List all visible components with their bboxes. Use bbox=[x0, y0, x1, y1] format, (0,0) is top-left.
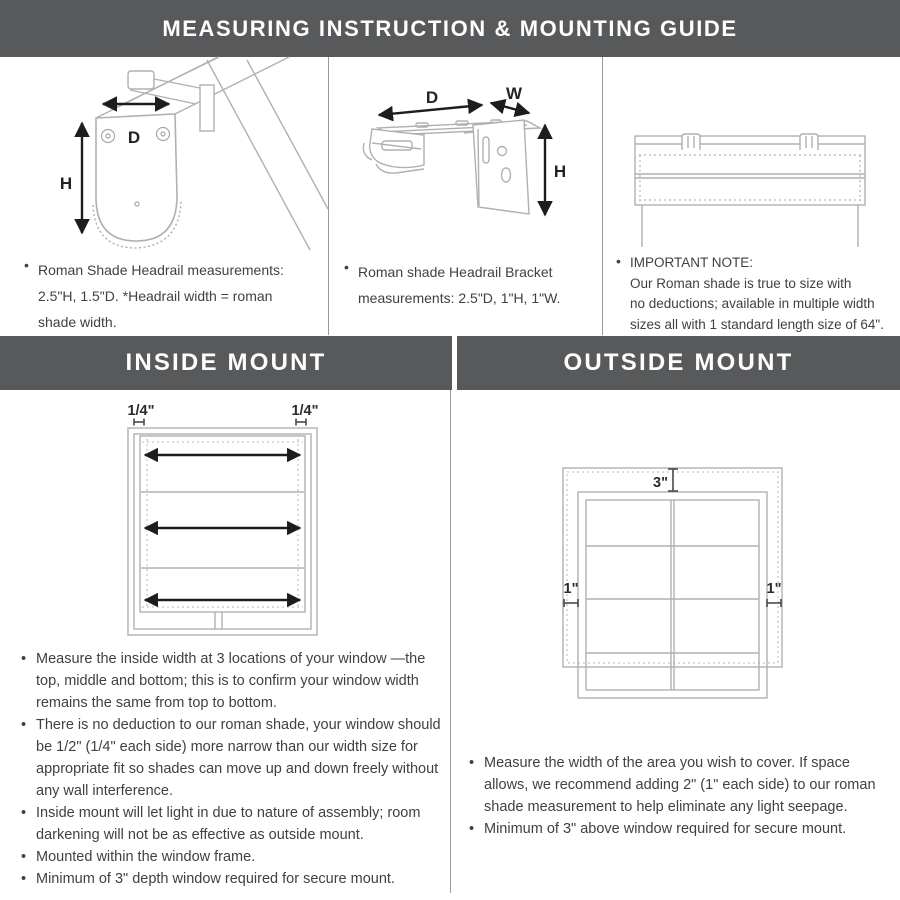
shade-coverage-area bbox=[563, 468, 782, 667]
headrail-front-diagram bbox=[602, 57, 900, 257]
height-label: H bbox=[59, 174, 73, 193]
depth-label: D bbox=[127, 128, 141, 147]
right-gap-label: 1" bbox=[766, 581, 782, 597]
outside-mount-heading: OUTSIDE MOUNT bbox=[563, 349, 794, 376]
list-item: • There is no deduction to our roman shade, your window should be 1/2" (1/4" each side) more narrow than our width size for appropriate fit so shades can move up and down freely without any wall interference. bbox=[20, 714, 452, 802]
list-item: • Minimum of 3" depth window required for secure mount. bbox=[20, 868, 452, 890]
page-title-bar bbox=[0, 0, 900, 57]
left-gap-label: 1/4" bbox=[127, 403, 155, 419]
right-gap-label: 1/4" bbox=[291, 403, 319, 419]
inside-mount-bullet-list bbox=[20, 648, 452, 890]
headrail-front-body bbox=[635, 134, 865, 247]
inside-mount-diagram bbox=[90, 395, 350, 645]
inside-mount-heading-bar bbox=[0, 336, 452, 390]
bracket-width-arrow bbox=[491, 103, 529, 113]
top-gap-tick bbox=[668, 469, 678, 491]
list-item: • Mounted within the window frame. bbox=[20, 846, 452, 868]
outside-mount-heading-bar bbox=[457, 336, 900, 390]
list-item: • Measure the inside width at 3 locations of your window —the top, middle and bottom; this is to confirm your window width remains the same from top to bottom. bbox=[20, 648, 452, 714]
list-item: • Inside mount will let light in due to nature of assembly; room darkening will not be as effective as outside mount. bbox=[20, 802, 452, 846]
outside-mount-diagram bbox=[530, 440, 830, 730]
headrail-diagram bbox=[0, 57, 328, 257]
gap-tick-marks bbox=[134, 419, 306, 426]
headrail-note: • Roman Shade Headrail measurements: 2.5"H, 1.5"D. *Headrail width = roman shade width. bbox=[24, 257, 320, 335]
page-title: MEASURING INSTRUCTION & MOUNTING GUIDE bbox=[162, 15, 738, 41]
bracket-depth-label: D bbox=[425, 88, 439, 107]
list-item: • Measure the width of the area you wish to cover. If space allows, we recommend adding 2" (1" each side) to our roman shade measurement to help eliminate any light seepage. bbox=[468, 752, 892, 818]
inside-mount-heading: INSIDE MOUNT bbox=[125, 349, 327, 376]
bracket-diagram bbox=[328, 57, 602, 257]
outside-mount-bullet-list bbox=[468, 752, 892, 840]
bracket-width-label: W bbox=[505, 84, 523, 103]
left-gap-label: 1" bbox=[563, 581, 579, 597]
bracket-body bbox=[363, 120, 540, 214]
bracket-note: • Roman shade Headrail Bracket measurements: 2.5"D, 1"H, 1"W. bbox=[344, 259, 596, 311]
side-gap-ticks bbox=[564, 599, 781, 607]
important-note-title: • IMPORTANT NOTE: bbox=[630, 255, 754, 270]
top-gap-label: 3" bbox=[653, 475, 668, 491]
important-note: • IMPORTANT NOTE: Our Roman shade is true to size with no deductions; available in multiple width sizes all with 1 standard length size of 64". bbox=[616, 253, 898, 335]
bracket-height-label: H bbox=[553, 162, 567, 181]
list-item: • Minimum of 3" above window required for secure mount. bbox=[468, 818, 892, 840]
